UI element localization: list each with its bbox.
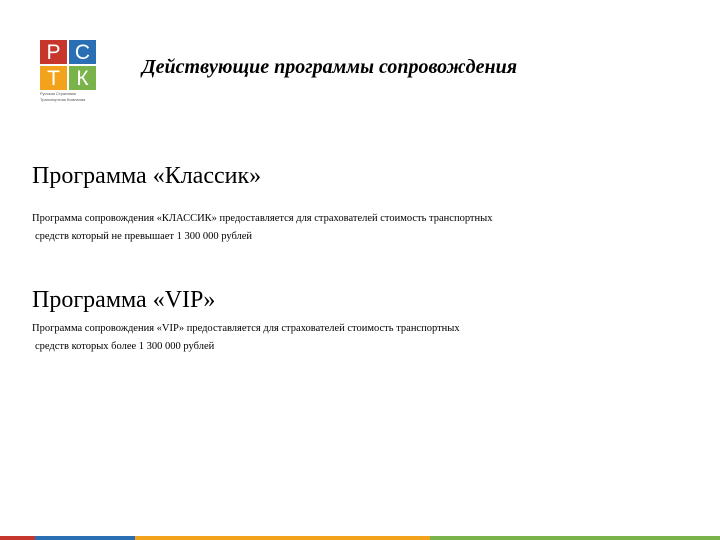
- footer-bar-segment-green: [430, 536, 720, 540]
- logo-subtitle-line2: Транспортная Компания: [40, 97, 86, 102]
- program-classic-description: [32, 210, 612, 246]
- program-vip-description: [32, 320, 612, 356]
- logo-subtitle-line1: Русская Страховая: [40, 91, 76, 96]
- page-title: Действующие программы сопровождения: [142, 56, 517, 78]
- footer-bar-segment-blue: [35, 536, 135, 540]
- logo-grid: [40, 40, 98, 90]
- program-classic-heading: Программа «Классик»: [32, 163, 262, 189]
- logo-letter-t: Т: [40, 66, 67, 90]
- program-classic-line1: Программа сопровождения «КЛАССИК» предоставляется для страхователей стоимость транспортных: [32, 213, 493, 224]
- program-vip-line1: Программа сопровождения «VIP» предоставляется для страхователей стоимость транспортных: [32, 323, 460, 334]
- company-logo: [40, 40, 98, 100]
- logo-letter-r: Р: [40, 40, 67, 64]
- program-vip-line2: средств которых более 1 300 000 рублей: [35, 341, 215, 352]
- program-classic-line2: средств который не превышает 1 300 000 рублей: [35, 231, 253, 242]
- footer-color-bar: [0, 536, 720, 540]
- footer-bar-segment-orange: [135, 536, 430, 540]
- footer-bar-segment-red: [0, 536, 35, 540]
- program-vip-heading: Программа «VIP»: [32, 287, 216, 313]
- logo-letter-k: К: [69, 66, 96, 90]
- logo-letter-s: С: [69, 40, 96, 64]
